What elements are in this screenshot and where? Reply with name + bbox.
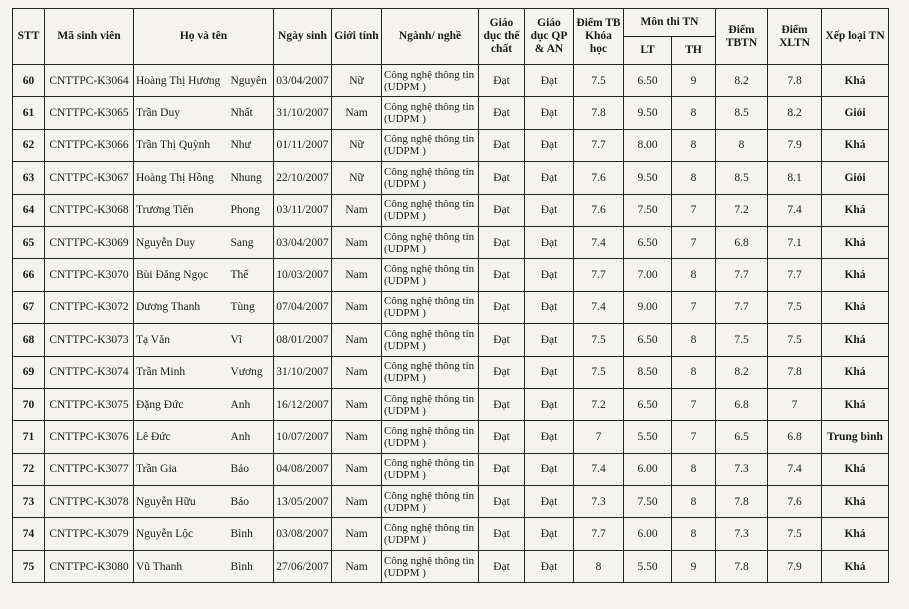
cell-defense: Đạt [525, 453, 574, 485]
cell-student-id: CNTTPC-K3064 [45, 65, 134, 97]
cell-student-id: CNTTPC-K3070 [45, 259, 134, 291]
cell-defense: Đạt [525, 65, 574, 97]
cell-gender: Nam [332, 97, 382, 129]
cell-last-name: Dương Thanh [134, 291, 229, 323]
cell-gpa: 7.5 [574, 324, 624, 356]
cell-dob: 03/04/2007 [274, 226, 332, 258]
cell-last-name: Trần Gia [134, 453, 229, 485]
cell-tbtn: 8.5 [716, 97, 768, 129]
cell-pe: Đạt [479, 129, 525, 161]
cell-major: Công nghệ thông tin (UDPM ) [382, 421, 479, 453]
cell-dob: 04/08/2007 [274, 453, 332, 485]
cell-dob: 31/10/2007 [274, 97, 332, 129]
cell-stt: 65 [13, 226, 45, 258]
cell-lt: 6.00 [624, 453, 672, 485]
cell-xltn: 7.8 [768, 65, 822, 97]
cell-gender: Nam [332, 291, 382, 323]
cell-major: Công nghệ thông tin (UDPM ) [382, 388, 479, 420]
cell-th: 8 [672, 162, 716, 194]
cell-major: Công nghệ thông tin (UDPM ) [382, 453, 479, 485]
cell-major: Công nghệ thông tin (UDPM ) [382, 129, 479, 161]
cell-lt: 7.50 [624, 486, 672, 518]
cell-xltn: 7.1 [768, 226, 822, 258]
cell-th: 9 [672, 550, 716, 582]
cell-pe: Đạt [479, 324, 525, 356]
table-row [13, 65, 889, 97]
cell-first-name: Nguyên [229, 65, 274, 97]
cell-tbtn: 7.8 [716, 486, 768, 518]
cell-major: Công nghệ thông tin (UDPM ) [382, 550, 479, 582]
table-row [13, 97, 889, 129]
cell-xltn: 6.8 [768, 421, 822, 453]
cell-major: Công nghệ thông tin (UDPM ) [382, 65, 479, 97]
cell-first-name: Tùng [229, 291, 274, 323]
cell-dob: 22/10/2007 [274, 162, 332, 194]
cell-pe: Đạt [479, 388, 525, 420]
cell-last-name: Lê Đức [134, 421, 229, 453]
cell-rank: Giỏi [822, 162, 889, 194]
cell-gpa: 7.2 [574, 388, 624, 420]
cell-last-name: Hoàng Thị Hồng [134, 162, 229, 194]
cell-rank: Trung bình [822, 421, 889, 453]
cell-lt: 5.50 [624, 421, 672, 453]
cell-gender: Nam [332, 550, 382, 582]
cell-lt: 7.00 [624, 259, 672, 291]
cell-major: Công nghệ thông tin (UDPM ) [382, 259, 479, 291]
cell-pe: Đạt [479, 259, 525, 291]
cell-tbtn: 6.5 [716, 421, 768, 453]
col-header-xltn: Điểm XLTN [768, 9, 822, 65]
cell-rank: Khá [822, 388, 889, 420]
cell-dob: 16/12/2007 [274, 388, 332, 420]
cell-th: 7 [672, 226, 716, 258]
cell-last-name: Trần Minh [134, 356, 229, 388]
cell-gpa: 8 [574, 550, 624, 582]
cell-th: 8 [672, 129, 716, 161]
cell-lt: 9.50 [624, 97, 672, 129]
cell-major: Công nghệ thông tin (UDPM ) [382, 291, 479, 323]
cell-xltn: 7 [768, 388, 822, 420]
grade-sheet [12, 8, 889, 583]
cell-tbtn: 7.7 [716, 259, 768, 291]
col-header-rank: Xếp loại TN [822, 9, 889, 65]
table-row [13, 259, 889, 291]
cell-pe: Đạt [479, 162, 525, 194]
table-row [13, 324, 889, 356]
cell-dob: 03/04/2007 [274, 65, 332, 97]
cell-student-id: CNTTPC-K3076 [45, 421, 134, 453]
cell-gpa: 7.7 [574, 129, 624, 161]
cell-th: 8 [672, 518, 716, 550]
cell-tbtn: 7.3 [716, 453, 768, 485]
cell-gender: Nam [332, 421, 382, 453]
cell-xltn: 7.8 [768, 356, 822, 388]
cell-stt: 64 [13, 194, 45, 226]
cell-th: 9 [672, 65, 716, 97]
col-header-gender: Giới tính [332, 9, 382, 65]
cell-th: 8 [672, 324, 716, 356]
col-header-major: Ngành/ nghề [382, 9, 479, 65]
cell-first-name: Nhất [229, 97, 274, 129]
cell-last-name: Nguyễn Duy [134, 226, 229, 258]
cell-lt: 6.50 [624, 324, 672, 356]
cell-rank: Khá [822, 324, 889, 356]
cell-student-id: CNTTPC-K3069 [45, 226, 134, 258]
cell-gender: Nam [332, 388, 382, 420]
graduation-results-table [12, 8, 889, 583]
cell-defense: Đạt [525, 324, 574, 356]
cell-last-name: Nguyễn Lộc [134, 518, 229, 550]
cell-defense: Đạt [525, 356, 574, 388]
table-row [13, 453, 889, 485]
cell-student-id: CNTTPC-K3073 [45, 324, 134, 356]
cell-xltn: 7.7 [768, 259, 822, 291]
cell-lt: 6.50 [624, 388, 672, 420]
cell-rank: Khá [822, 129, 889, 161]
table-row [13, 291, 889, 323]
cell-xltn: 7.4 [768, 453, 822, 485]
cell-pe: Đạt [479, 97, 525, 129]
cell-pe: Đạt [479, 356, 525, 388]
cell-gender: Nữ [332, 162, 382, 194]
cell-gpa: 7.3 [574, 486, 624, 518]
cell-first-name: Phong [229, 194, 274, 226]
table-header [13, 9, 889, 65]
col-header-stt: STT [13, 9, 45, 65]
cell-gender: Nam [332, 194, 382, 226]
cell-lt: 8.50 [624, 356, 672, 388]
cell-stt: 61 [13, 97, 45, 129]
cell-defense: Đạt [525, 129, 574, 161]
cell-major: Công nghệ thông tin (UDPM ) [382, 324, 479, 356]
cell-last-name: Vũ Thanh [134, 550, 229, 582]
cell-gpa: 7.5 [574, 356, 624, 388]
cell-stt: 62 [13, 129, 45, 161]
cell-xltn: 7.5 [768, 518, 822, 550]
cell-stt: 73 [13, 486, 45, 518]
cell-major: Công nghệ thông tin (UDPM ) [382, 162, 479, 194]
cell-pe: Đạt [479, 486, 525, 518]
cell-pe: Đạt [479, 226, 525, 258]
cell-xltn: 7.4 [768, 194, 822, 226]
table-body [13, 65, 889, 583]
cell-defense: Đạt [525, 291, 574, 323]
cell-rank: Khá [822, 65, 889, 97]
cell-th: 7 [672, 291, 716, 323]
cell-th: 7 [672, 421, 716, 453]
cell-stt: 68 [13, 324, 45, 356]
cell-gender: Nam [332, 518, 382, 550]
cell-rank: Khá [822, 291, 889, 323]
cell-rank: Khá [822, 226, 889, 258]
cell-last-name: Bùi Đăng Ngọc [134, 259, 229, 291]
cell-lt: 6.50 [624, 226, 672, 258]
cell-gpa: 7 [574, 421, 624, 453]
cell-xltn: 7.6 [768, 486, 822, 518]
cell-pe: Đạt [479, 453, 525, 485]
cell-gpa: 7.6 [574, 194, 624, 226]
cell-rank: Khá [822, 550, 889, 582]
col-header-lt: LT [624, 37, 672, 65]
cell-gpa: 7.4 [574, 291, 624, 323]
cell-tbtn: 8.5 [716, 162, 768, 194]
cell-gender: Nam [332, 324, 382, 356]
col-header-exam-group: Môn thi TN [624, 9, 716, 37]
cell-gpa: 7.8 [574, 97, 624, 129]
cell-lt: 9.50 [624, 162, 672, 194]
cell-student-id: CNTTPC-K3078 [45, 486, 134, 518]
cell-major: Công nghệ thông tin (UDPM ) [382, 486, 479, 518]
cell-defense: Đạt [525, 518, 574, 550]
cell-gpa: 7.5 [574, 65, 624, 97]
cell-xltn: 7.9 [768, 129, 822, 161]
cell-stt: 75 [13, 550, 45, 582]
cell-rank: Giỏi [822, 97, 889, 129]
cell-student-id: CNTTPC-K3067 [45, 162, 134, 194]
cell-rank: Khá [822, 356, 889, 388]
cell-dob: 03/08/2007 [274, 518, 332, 550]
cell-xltn: 8.1 [768, 162, 822, 194]
cell-student-id: CNTTPC-K3065 [45, 97, 134, 129]
cell-gpa: 7.4 [574, 226, 624, 258]
cell-xltn: 7.9 [768, 550, 822, 582]
cell-gpa: 7.6 [574, 162, 624, 194]
cell-first-name: Bình [229, 518, 274, 550]
cell-lt: 6.00 [624, 518, 672, 550]
cell-stt: 66 [13, 259, 45, 291]
cell-xltn: 7.5 [768, 324, 822, 356]
cell-tbtn: 7.3 [716, 518, 768, 550]
cell-first-name: Bảo [229, 453, 274, 485]
cell-stt: 63 [13, 162, 45, 194]
cell-last-name: Hoàng Thị Hương [134, 65, 229, 97]
cell-gender: Nữ [332, 65, 382, 97]
cell-stt: 67 [13, 291, 45, 323]
cell-gender: Nam [332, 356, 382, 388]
table-row [13, 518, 889, 550]
table-row [13, 550, 889, 582]
cell-major: Công nghệ thông tin (UDPM ) [382, 97, 479, 129]
col-header-tbtn: Điểm TBTN [716, 9, 768, 65]
cell-first-name: Anh [229, 421, 274, 453]
cell-gender: Nam [332, 226, 382, 258]
cell-tbtn: 7.2 [716, 194, 768, 226]
cell-th: 8 [672, 486, 716, 518]
cell-first-name: Anh [229, 388, 274, 420]
cell-stt: 60 [13, 65, 45, 97]
table-row [13, 486, 889, 518]
col-header-pe: Giáo dục thể chất [479, 9, 525, 65]
cell-th: 8 [672, 453, 716, 485]
cell-rank: Khá [822, 453, 889, 485]
cell-last-name: Nguyễn Hữu [134, 486, 229, 518]
cell-last-name: Trần Duy [134, 97, 229, 129]
cell-student-id: CNTTPC-K3077 [45, 453, 134, 485]
cell-xltn: 8.2 [768, 97, 822, 129]
cell-tbtn: 7.8 [716, 550, 768, 582]
col-header-student-id: Mã sinh viên [45, 9, 134, 65]
cell-tbtn: 7.7 [716, 291, 768, 323]
table-row [13, 129, 889, 161]
cell-student-id: CNTTPC-K3080 [45, 550, 134, 582]
cell-student-id: CNTTPC-K3075 [45, 388, 134, 420]
cell-student-id: CNTTPC-K3074 [45, 356, 134, 388]
cell-stt: 71 [13, 421, 45, 453]
table-row [13, 194, 889, 226]
cell-defense: Đạt [525, 388, 574, 420]
cell-pe: Đạt [479, 518, 525, 550]
cell-dob: 27/06/2007 [274, 550, 332, 582]
cell-rank: Khá [822, 518, 889, 550]
cell-pe: Đạt [479, 421, 525, 453]
cell-xltn: 7.5 [768, 291, 822, 323]
cell-th: 7 [672, 194, 716, 226]
cell-lt: 5.50 [624, 550, 672, 582]
cell-dob: 07/04/2007 [274, 291, 332, 323]
cell-first-name: Sang [229, 226, 274, 258]
cell-rank: Khá [822, 259, 889, 291]
cell-dob: 10/03/2007 [274, 259, 332, 291]
cell-gender: Nam [332, 259, 382, 291]
table-row [13, 388, 889, 420]
cell-th: 8 [672, 356, 716, 388]
cell-defense: Đạt [525, 194, 574, 226]
cell-pe: Đạt [479, 550, 525, 582]
cell-defense: Đạt [525, 97, 574, 129]
cell-defense: Đạt [525, 259, 574, 291]
cell-stt: 69 [13, 356, 45, 388]
cell-student-id: CNTTPC-K3066 [45, 129, 134, 161]
table-row [13, 356, 889, 388]
cell-pe: Đạt [479, 65, 525, 97]
cell-defense: Đạt [525, 226, 574, 258]
cell-defense: Đạt [525, 486, 574, 518]
cell-gpa: 7.7 [574, 259, 624, 291]
cell-dob: 13/05/2007 [274, 486, 332, 518]
cell-dob: 10/07/2007 [274, 421, 332, 453]
cell-lt: 9.00 [624, 291, 672, 323]
cell-first-name: Bình [229, 550, 274, 582]
cell-stt: 72 [13, 453, 45, 485]
table-row [13, 226, 889, 258]
cell-lt: 6.50 [624, 65, 672, 97]
cell-major: Công nghệ thông tin (UDPM ) [382, 194, 479, 226]
cell-major: Công nghệ thông tin (UDPM ) [382, 226, 479, 258]
cell-defense: Đạt [525, 162, 574, 194]
cell-major: Công nghệ thông tin (UDPM ) [382, 518, 479, 550]
cell-rank: Khá [822, 486, 889, 518]
cell-last-name: Trần Thị Quỳnh [134, 129, 229, 161]
col-header-full-name: Họ và tên [134, 9, 274, 65]
cell-defense: Đạt [525, 421, 574, 453]
cell-student-id: CNTTPC-K3079 [45, 518, 134, 550]
cell-tbtn: 6.8 [716, 226, 768, 258]
cell-stt: 74 [13, 518, 45, 550]
cell-lt: 7.50 [624, 194, 672, 226]
cell-lt: 8.00 [624, 129, 672, 161]
cell-gender: Nữ [332, 129, 382, 161]
cell-first-name: Nhung [229, 162, 274, 194]
table-row [13, 162, 889, 194]
table-row [13, 421, 889, 453]
cell-first-name: Thể [229, 259, 274, 291]
cell-student-id: CNTTPC-K3068 [45, 194, 134, 226]
cell-dob: 03/11/2007 [274, 194, 332, 226]
cell-first-name: Như [229, 129, 274, 161]
cell-th: 7 [672, 388, 716, 420]
cell-gender: Nam [332, 486, 382, 518]
cell-tbtn: 7.5 [716, 324, 768, 356]
cell-major: Công nghệ thông tin (UDPM ) [382, 356, 479, 388]
cell-defense: Đạt [525, 550, 574, 582]
cell-student-id: CNTTPC-K3072 [45, 291, 134, 323]
cell-gpa: 7.7 [574, 518, 624, 550]
cell-last-name: Trương Tiến [134, 194, 229, 226]
cell-pe: Đạt [479, 291, 525, 323]
cell-gpa: 7.4 [574, 453, 624, 485]
cell-pe: Đạt [479, 194, 525, 226]
cell-first-name: Vĩ [229, 324, 274, 356]
cell-stt: 70 [13, 388, 45, 420]
col-header-gpa: Điểm TB Khóa học [574, 9, 624, 65]
cell-first-name: Vương [229, 356, 274, 388]
cell-tbtn: 6.8 [716, 388, 768, 420]
cell-th: 8 [672, 97, 716, 129]
cell-dob: 08/01/2007 [274, 324, 332, 356]
col-header-defense: Giáo dục QP & AN [525, 9, 574, 65]
cell-last-name: Đặng Đức [134, 388, 229, 420]
cell-gender: Nam [332, 453, 382, 485]
col-header-th: TH [672, 37, 716, 65]
cell-dob: 31/10/2007 [274, 356, 332, 388]
cell-tbtn: 8.2 [716, 65, 768, 97]
cell-tbtn: 8 [716, 129, 768, 161]
cell-tbtn: 8.2 [716, 356, 768, 388]
cell-first-name: Bảo [229, 486, 274, 518]
cell-last-name: Tạ Văn [134, 324, 229, 356]
col-header-dob: Ngày sinh [274, 9, 332, 65]
cell-th: 8 [672, 259, 716, 291]
cell-dob: 01/11/2007 [274, 129, 332, 161]
cell-rank: Khá [822, 194, 889, 226]
